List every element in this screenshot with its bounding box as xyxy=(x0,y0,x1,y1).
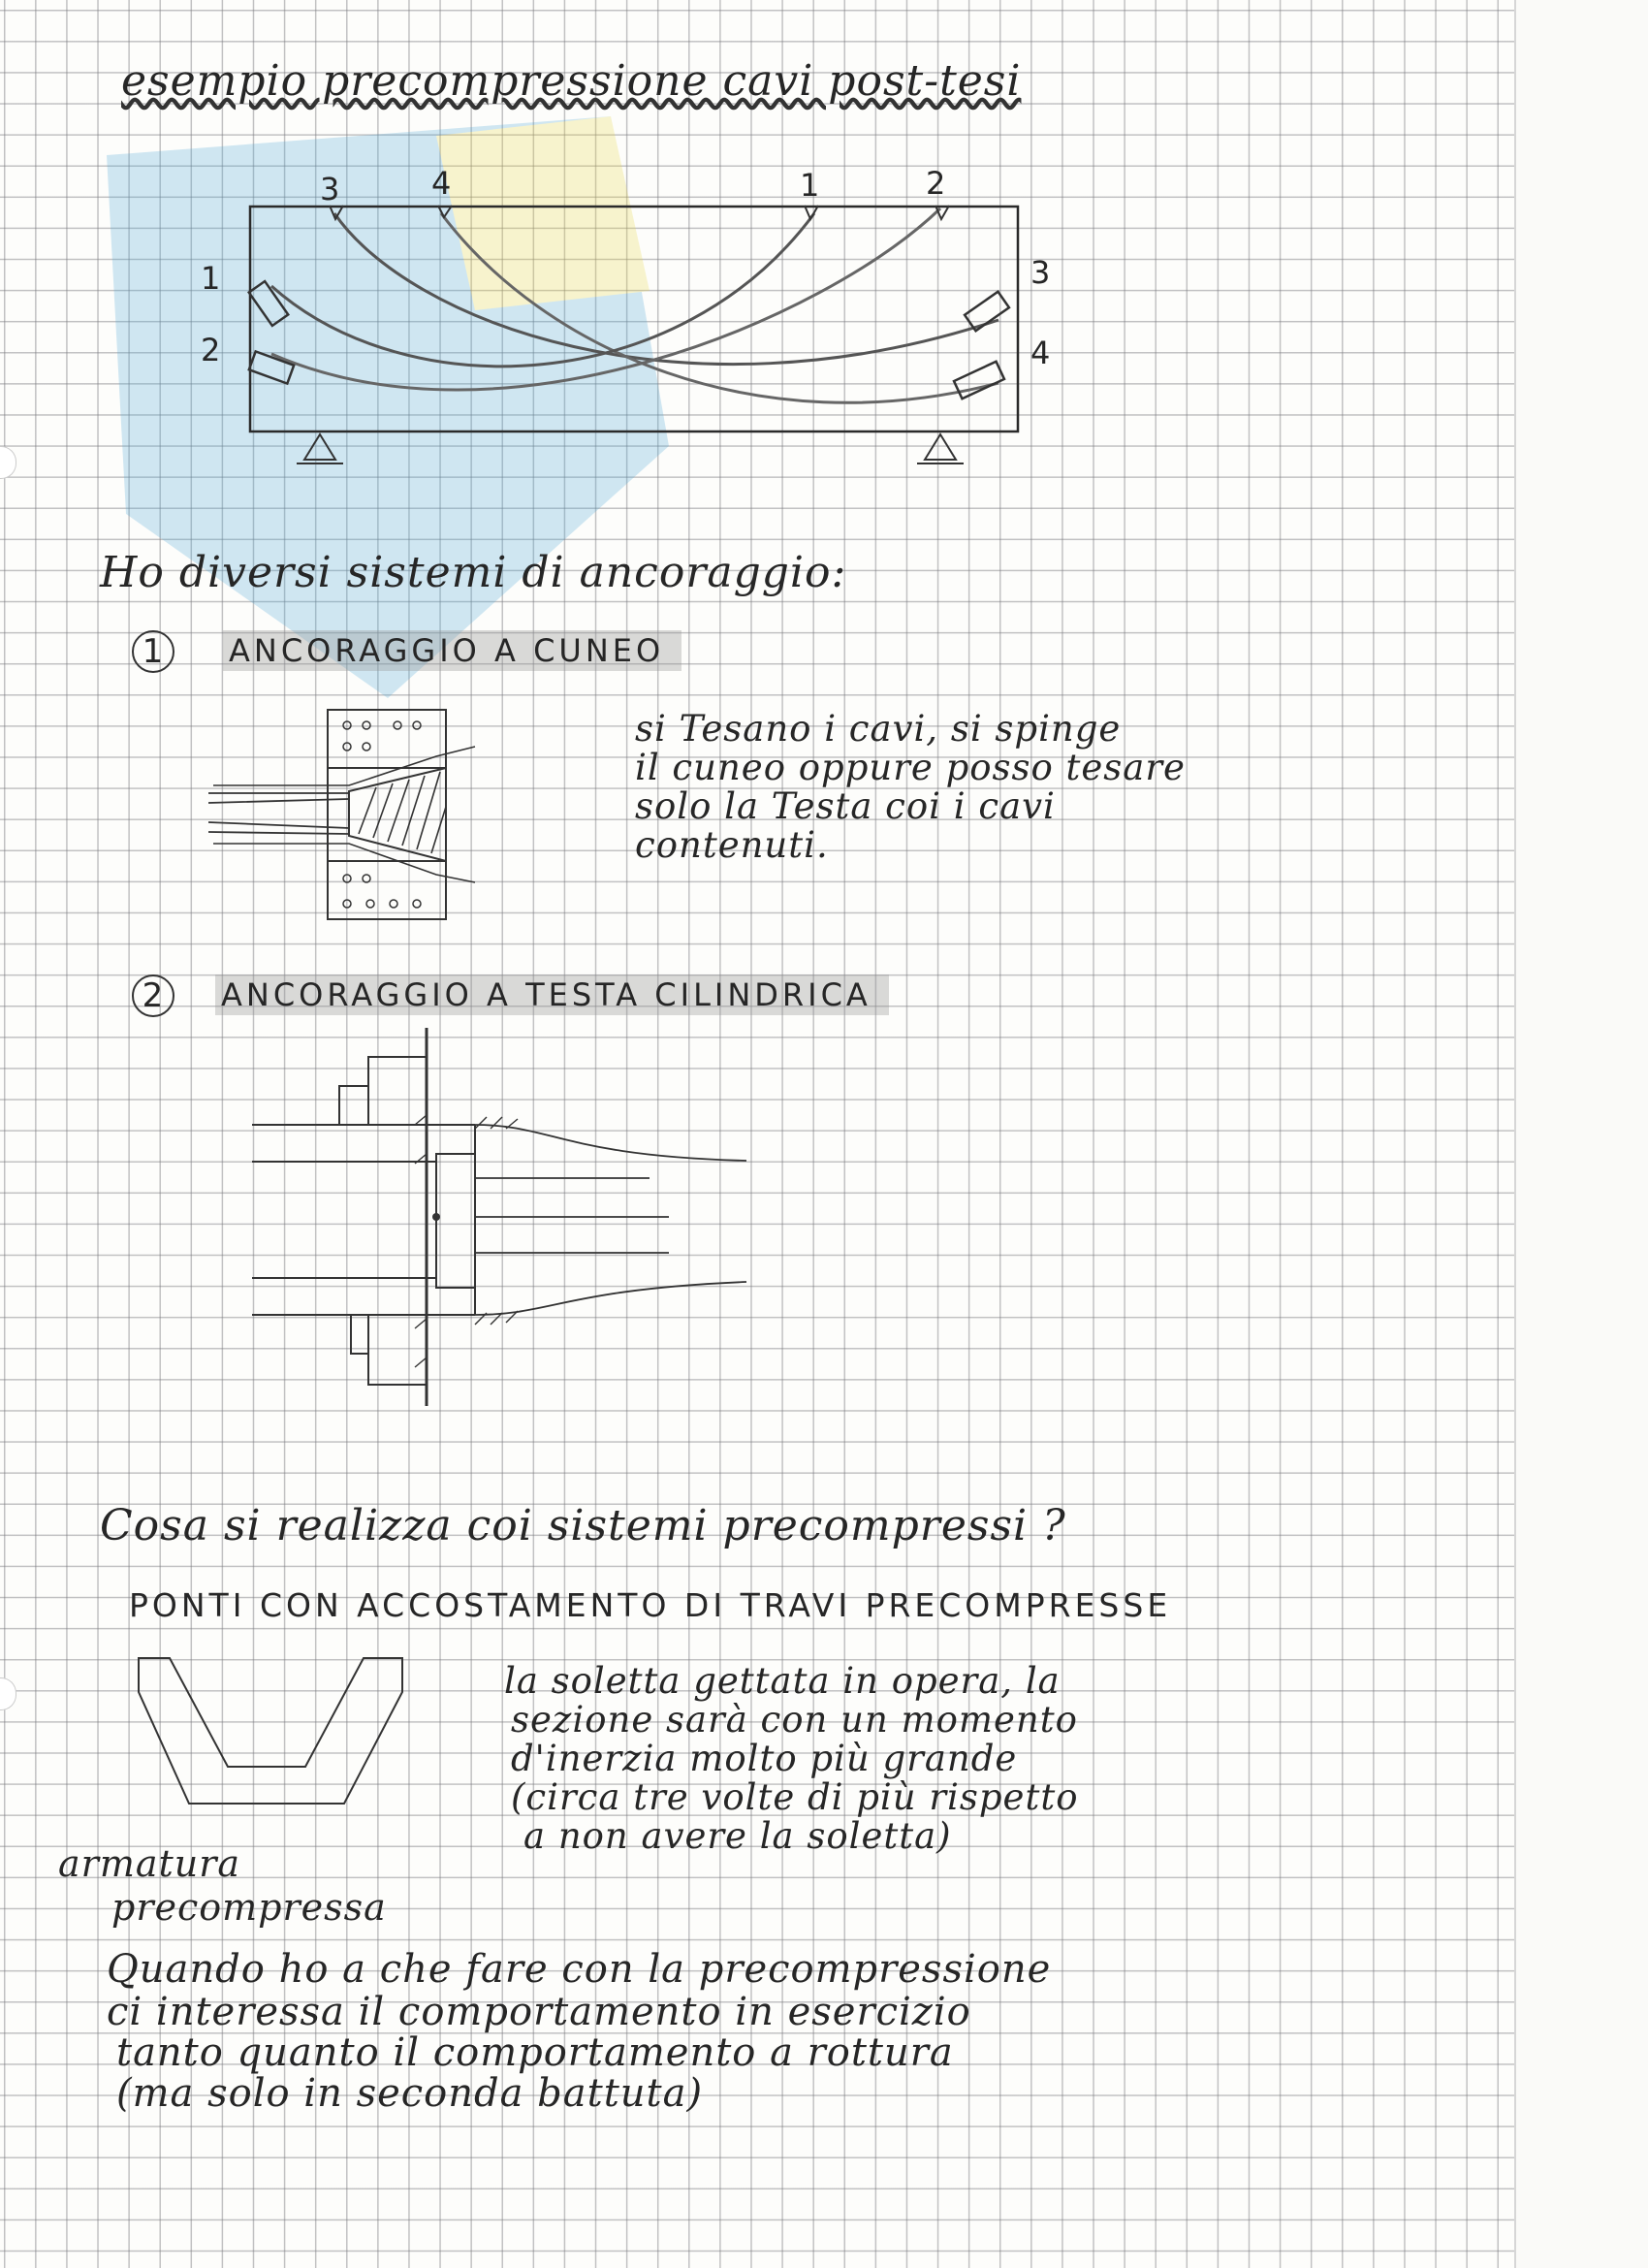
bridges-heading: PONTI CON ACCOSTAMENTO DI TRAVI PRECOMPRESSE xyxy=(129,1586,1172,1624)
section-intro: Ho diversi sistemi di ancoraggio: xyxy=(100,548,847,597)
cylindrical-anchor-drawing xyxy=(242,1028,766,1406)
cable-label: 2 xyxy=(926,165,947,202)
anchor-block xyxy=(954,362,1004,399)
wedge-anchor-drawing xyxy=(194,698,475,931)
cable-label: 1 xyxy=(800,167,821,204)
bridge-beam-section xyxy=(131,1648,422,1823)
text-line: d'inerzia molto più grande xyxy=(511,1738,1018,1779)
text-line: (circa tre volte di più rispetto xyxy=(511,1776,1079,1818)
question-line: Cosa si realizza coi sistemi precompressi ? xyxy=(100,1501,1066,1550)
cable-label: 2 xyxy=(201,332,222,368)
page-margin xyxy=(1514,0,1648,2268)
cable-label: 3 xyxy=(1030,254,1052,291)
anchor-1-heading: ANCORAGGIO A CUNEO xyxy=(223,630,681,671)
caption-line: armatura xyxy=(58,1842,241,1885)
page-title: esempio precompressione cavi post-tesi xyxy=(121,56,1022,106)
cable-2 xyxy=(271,208,940,390)
anchor-block xyxy=(249,281,288,326)
list-number: 1 xyxy=(132,630,174,673)
anchor-block xyxy=(249,351,294,383)
text-line: tanto quanto il comportamento a rottura xyxy=(116,2030,954,2075)
text-line: solo la Testa coi i cavi xyxy=(635,785,1056,827)
beam-figure xyxy=(0,0,1066,504)
cable-label: 3 xyxy=(320,171,341,208)
text-line: ci interessa il comportamento in esercizio xyxy=(107,1990,971,2034)
cable-label: 4 xyxy=(1030,335,1052,371)
support-left xyxy=(297,434,343,463)
cable-3 xyxy=(334,213,998,365)
support-right xyxy=(917,434,964,463)
cable-label: 1 xyxy=(201,260,222,297)
cable-4 xyxy=(441,213,998,402)
text-line: contenuti. xyxy=(635,824,829,866)
text-line: si Tesano i cavi, si spinge xyxy=(635,708,1122,750)
cable-label: 4 xyxy=(431,165,453,202)
text-line: la soletta gettata in opera, la xyxy=(504,1660,1061,1702)
text-line: a non avere la soletta) xyxy=(523,1815,952,1857)
text-line: Quando ho a che fare con la precompressione xyxy=(107,1947,1052,1992)
text-line: (ma solo in seconda battuta) xyxy=(116,2071,704,2116)
anchor-2-heading: ANCORAGGIO A TESTA CILINDRICA xyxy=(215,974,889,1015)
caption-line: precompressa xyxy=(111,1886,387,1929)
list-number: 2 xyxy=(132,974,174,1017)
text-line: sezione sarà con un momento xyxy=(511,1699,1078,1741)
text-line: il cuneo oppure posso tesare xyxy=(635,747,1186,788)
